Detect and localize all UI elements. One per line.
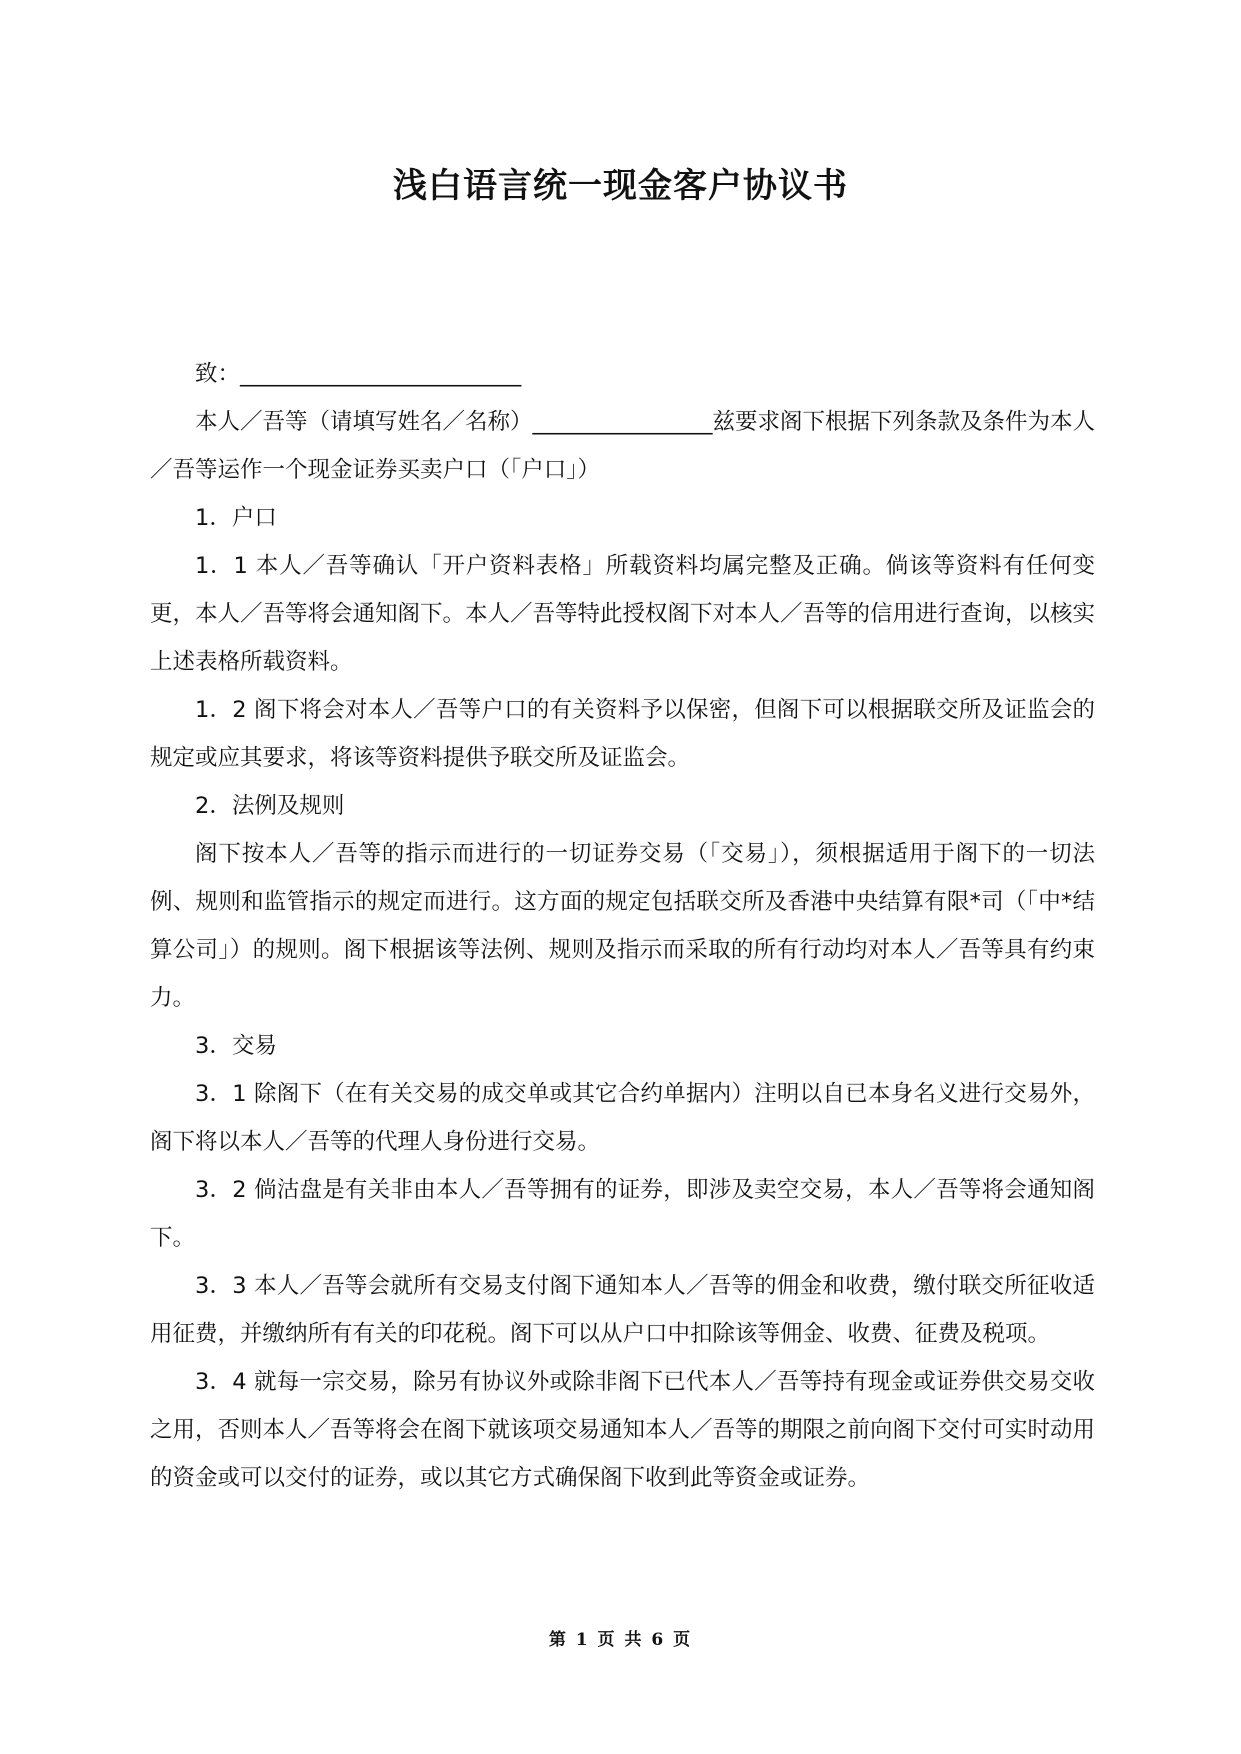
clause-1-1: 1．1 本人／吾等确认「开户资料表格」所载资料均属完整及正确。倘该等资料有任何变更，本人／吾等将会通知阁下。本人／吾等特此授权阁下对本人／吾等的信用进行查询，以核实上述表格所载资料。 [150,553,1096,675]
intro-paragraph: 本人／吾等（请填写姓名／名称）________________兹要求阁下根据下列条款及条件为本人／吾等运作一个现金证券买卖户口（「户口」） [150,409,1096,483]
page-number-footer: 第 1 页 共 6 页 [548,1630,693,1650]
clause-3-1: 3．1 除阁下（在有关交易的成交单或其它合约单据内）注明以自已本身名义进行交易外， 阁下将以本人／吾等的代理人身份进行交易。 [150,1081,1095,1155]
clause-2-body: 阁下按本人／吾等的指示而进行的一切证券交易（「交易」），须根据适用于阁下的一切法例、规则和监管指示的规定而进行。这方面的规定包括联交所及香港中央结算有限*司（「中*结算公司」）的规则。阁下根据该等法例、规则及指示而采取的所有行动均对本人／吾等具有约束力。 [150,841,1095,1011]
section-heading-account: 1．户口 [195,505,277,531]
section-heading-trading: 3．交易 [195,1033,277,1059]
document-body [150,350,1095,1502]
clause-3-3: 3．3 本人／吾等会就所有交易支付阁下通知本人／吾等的佣金和收费，缴付联交所征收适用征费，并缴纳所有有关的印花税。阁下可以从户口中扣除该等佣金、收费、征费及税项。 [150,1273,1095,1347]
clause-1-2: 1．2 阁下将会对本人／吾等户口的有关资料予以保密，但阁下可以根据联交所及证监会的规定或应其要求，将该等资料提供予联交所及证监会。 [150,697,1095,771]
document-title: 浅白语言统一现金客户协议书 [393,166,848,206]
addressee-line: 致：_________________________ [195,361,522,387]
clause-3-2: 3．2 倘沽盘是有关非由本人／吾等拥有的证券，即涉及卖空交易，本人／吾等将会通知阁下。 [150,1177,1095,1251]
clause-3-4: 3．4 就每一宗交易，除另有协议外或除非阁下已代本人／吾等持有现金或证券供交易交收之用，否则本人／吾等将会在阁下就该项交易通知本人／吾等的期限之前向阁下交付可实时动用的资金或可以交付的证券，或以其它方式确保阁下收到此等资金或证券。 [150,1369,1096,1491]
section-heading-laws: 2．法例及规则 [195,793,345,819]
